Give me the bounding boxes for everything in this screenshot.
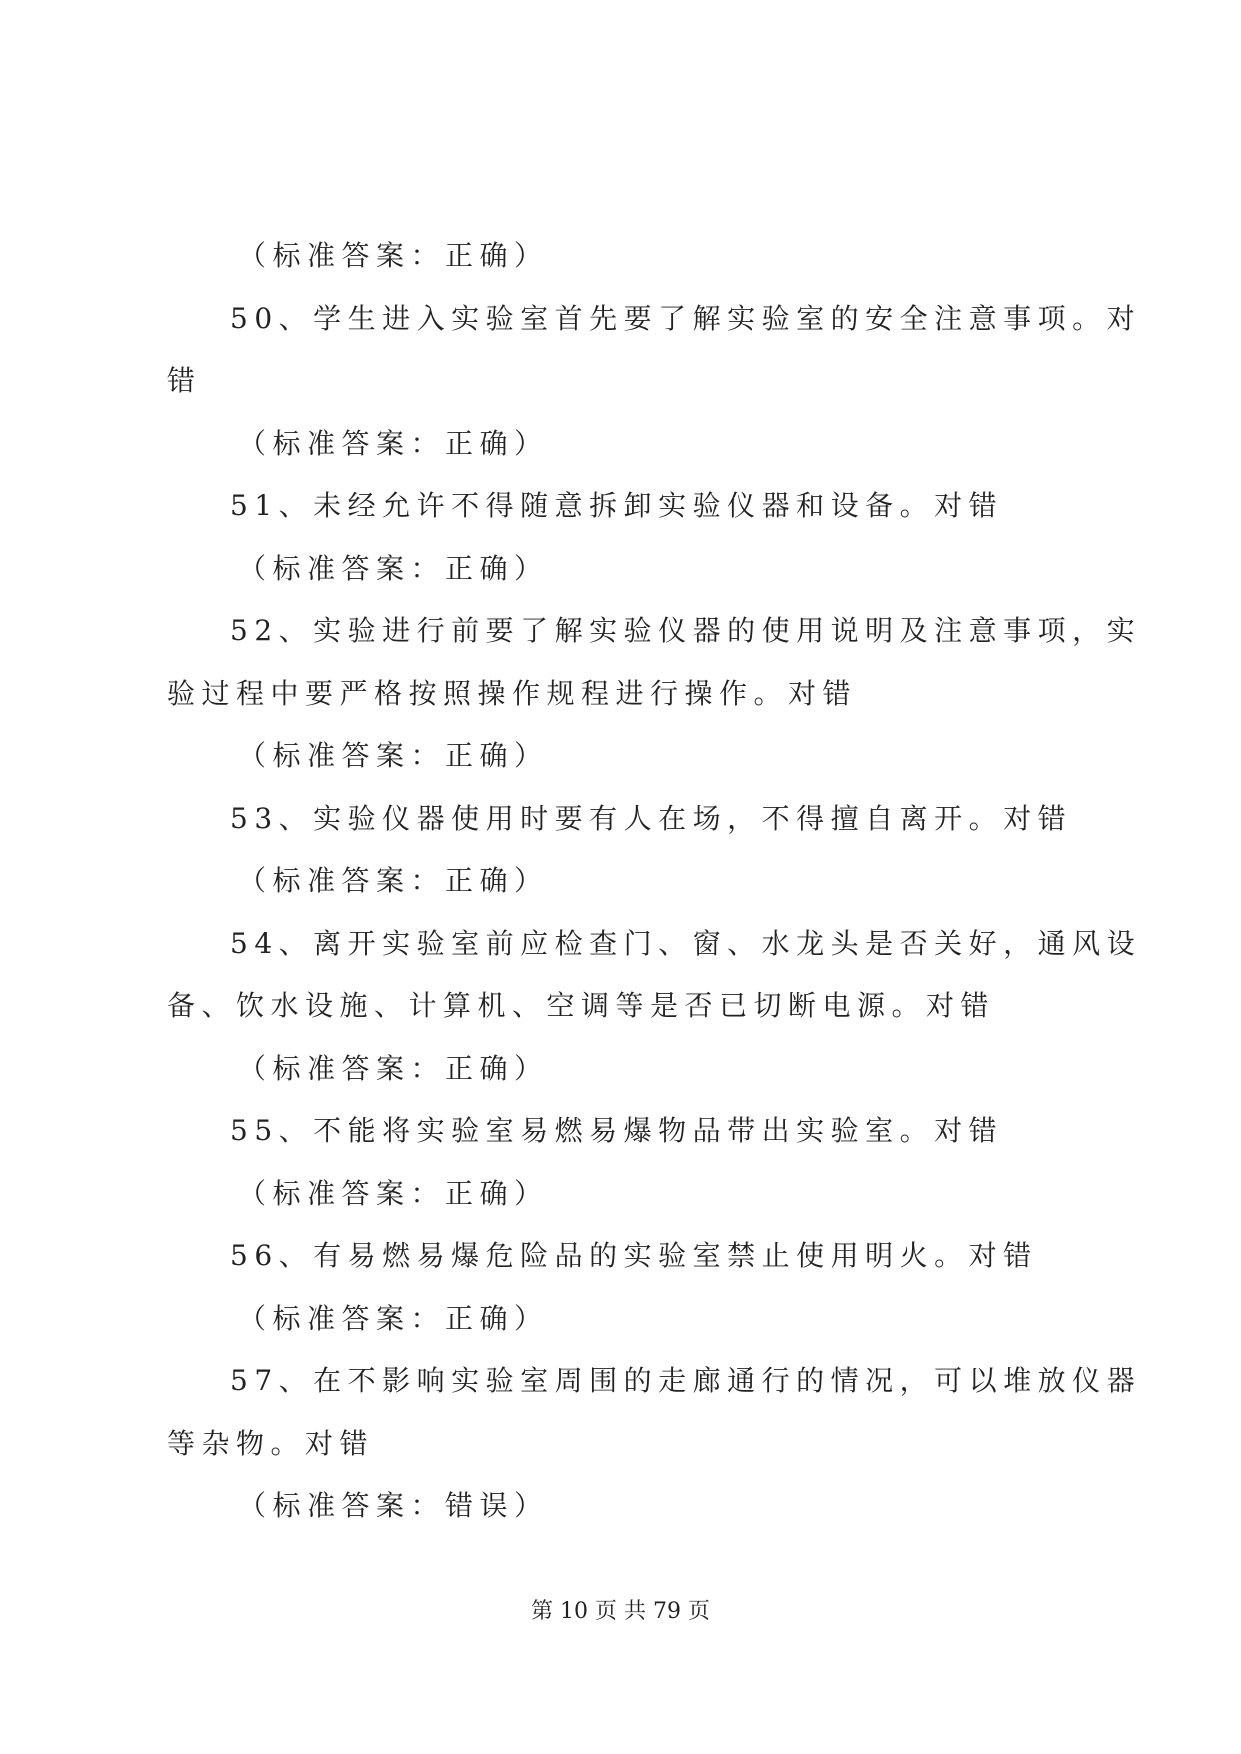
question-line: 56、有易燃易爆危险品的实验室禁止使用明火。对错 xyxy=(230,1239,1038,1272)
question-line: 53、实验仪器使用时要有人在场，不得擅自离开。对错 xyxy=(230,801,1073,835)
question-line: 50、学生进入实验室首先要了解实验室的安全注意事项。对 xyxy=(230,301,1142,335)
answer-line: （标准答案：正确） xyxy=(238,1301,549,1335)
page-footer: 第 10 页 共 79 页 xyxy=(531,1599,710,1624)
question-continuation: 备、饮水设施、计算机、空调等是否已切断电源。对错 xyxy=(167,989,996,1022)
question-continuation: 错 xyxy=(167,364,202,397)
question-continuation: 验过程中要严格按照操作规程进行操作。对错 xyxy=(167,676,858,710)
answer-line: （标准答案：正确） xyxy=(238,739,549,772)
answer-line: （标准答案：正确） xyxy=(238,1051,549,1085)
answer-line: （标准答案：正确） xyxy=(238,239,549,272)
question-line: 55、不能将实验室易燃易爆物品带出实验室。对错 xyxy=(230,1114,1004,1147)
answer-line: （标准答案：正确） xyxy=(238,551,549,585)
question-line: 52、实验进行前要了解实验仪器的使用说明及注意事项，实 xyxy=(230,614,1142,647)
answer-line: （标准答案：正确） xyxy=(238,864,549,897)
answer-line: （标准答案：正确） xyxy=(238,1176,549,1210)
question-line: 54、离开实验室前应检查门、窗、水龙头是否关好，通风设 xyxy=(230,926,1142,960)
question-line: 57、在不影响实验室周围的走廊通行的情况，可以堆放仪器 xyxy=(230,1364,1142,1397)
answer-line: （标准答案：错误） xyxy=(238,1489,549,1522)
question-line: 51、未经允许不得随意拆卸实验仪器和设备。对错 xyxy=(230,489,1004,522)
question-continuation: 等杂物。对错 xyxy=(167,1426,375,1460)
answer-line: （标准答案：正确） xyxy=(238,426,549,460)
document-body xyxy=(167,225,1142,1538)
